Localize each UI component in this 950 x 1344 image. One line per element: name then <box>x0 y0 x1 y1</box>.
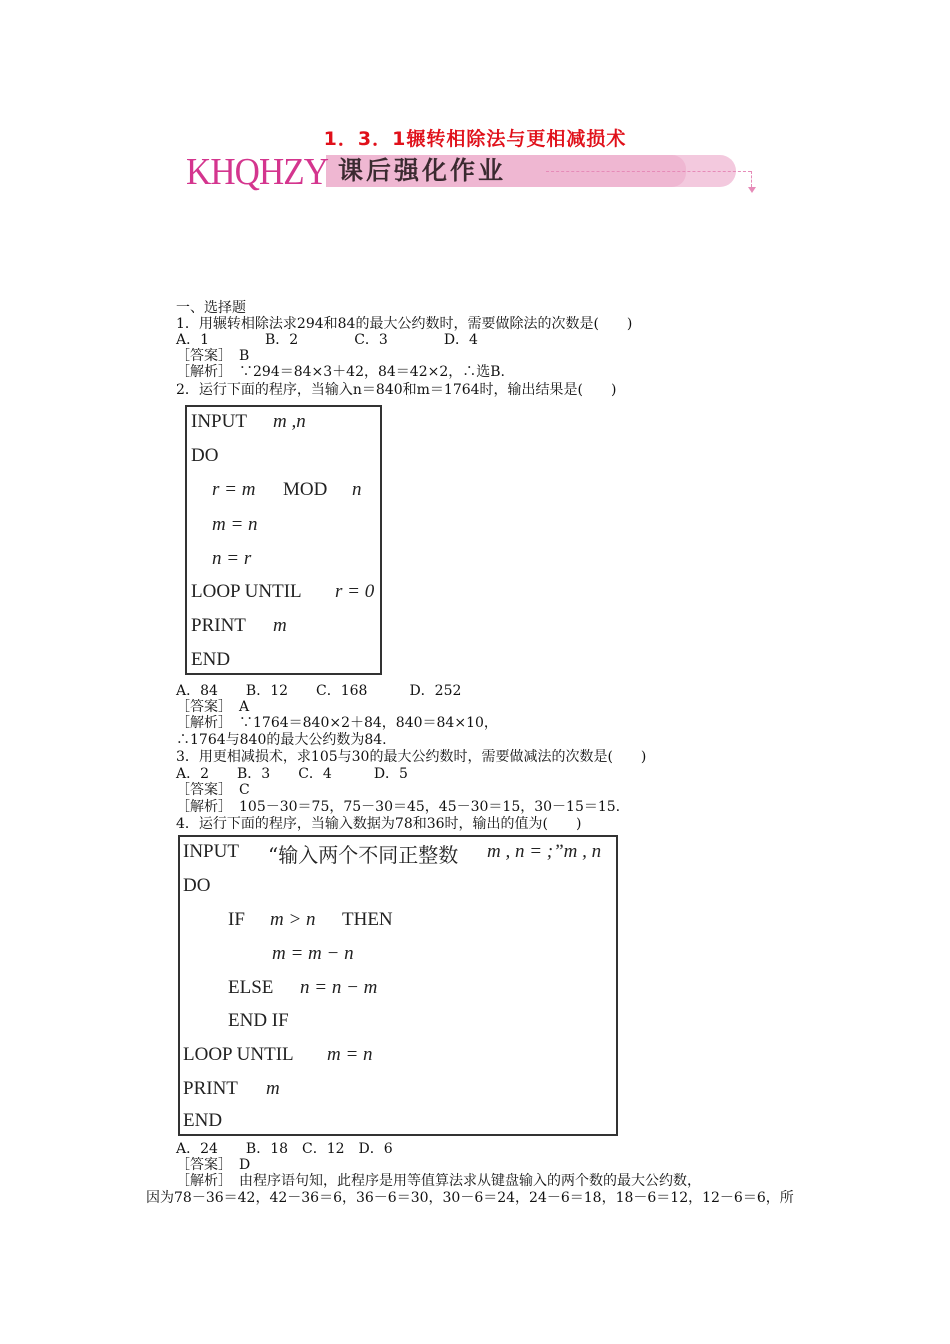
code-expr: m <box>273 615 287 636</box>
q4-code-box <box>178 835 618 1136</box>
code-keyword: PRINT <box>183 1078 238 1099</box>
q4-question: 4．运行下面的程序，当输入数据为78和36时，输出的值为( ) <box>176 816 582 832</box>
page-title: 1．3．1辗转相除法与更相减损术 <box>323 128 627 150</box>
code-keyword: LOOP UNTIL <box>191 581 302 602</box>
q3-analysis: ［解析］ 105－30＝75，75－30＝45，45－30＝15，30－15＝15. <box>176 799 621 815</box>
q2-analysis: ［解析］ ∵1764＝840×2＋84，840＝84×10， <box>176 715 498 731</box>
banner-arrow-icon <box>751 171 753 187</box>
code-keyword: MOD <box>283 479 328 500</box>
code-expr: r = m <box>212 479 256 500</box>
code-keyword: END IF <box>228 1010 289 1031</box>
section-heading: 一、选择题 <box>176 300 246 316</box>
code-expr: n = n − m <box>300 977 378 998</box>
q3-answer: ［答案］ C <box>176 782 250 798</box>
code-expr: m = m − n <box>272 943 354 964</box>
q3-question: 3．用更相减损术，求105与30的最大公约数时，需要做减法的次数是( ) <box>176 749 647 765</box>
code-expr: m > n <box>270 909 316 930</box>
code-keyword: ELSE <box>228 977 274 998</box>
code-expr: m <box>266 1078 280 1099</box>
code-expr: m ,n <box>273 411 306 432</box>
code-expr: n = r <box>212 548 252 569</box>
q1-answer: ［答案］ B <box>176 348 250 364</box>
code-keyword: END <box>183 1110 223 1131</box>
q1-analysis: ［解析］ ∵294＝84×3＋42，84＝42×2，∴选B. <box>176 364 505 380</box>
code-keyword: END <box>191 649 231 670</box>
q1-question: 1．用辗转相除法求294和84的最大公约数时，需要做除法的次数是( ) <box>176 316 633 332</box>
code-keyword: INPUT <box>183 841 239 862</box>
q2-answer: ［答案］ A <box>176 699 250 715</box>
code-keyword: DO <box>183 875 211 896</box>
code-keyword: DO <box>191 445 219 466</box>
code-keyword: PRINT <box>191 615 246 636</box>
code-expr: m = n <box>212 514 258 535</box>
q4-answer: ［答案］ D <box>176 1157 251 1173</box>
code-expr: n <box>352 479 362 500</box>
code-keyword: LOOP UNTIL <box>183 1044 294 1065</box>
code-expr: m , n = ;”m , n <box>487 841 602 862</box>
q1-options: A．1 B．2 C．3 D．4 <box>176 332 478 348</box>
section-banner <box>186 150 766 196</box>
q2-analysis-cont: ∴1764与840的最大公约数为84. <box>176 732 387 748</box>
code-string: “输入两个不同正整数 <box>268 843 459 867</box>
code-expr: m = n <box>327 1044 373 1065</box>
q2-options: A．84 B．12 C．168 D．252 <box>176 683 462 699</box>
code-keyword: IF <box>228 909 245 930</box>
q2-question: 2．运行下面的程序，当输入n＝840和m＝1764时，输出结果是( ) <box>176 382 617 398</box>
banner-subtitle: 课后强化作业 <box>338 156 507 185</box>
brand-logo-text: KHQHZY <box>186 151 329 193</box>
q4-analysis: ［解析］ 由程序语句知，此程序是用等值算法求从键盘输入的两个数的最大公约数， <box>176 1173 701 1189</box>
q2-code-box <box>185 405 382 675</box>
code-keyword: INPUT <box>191 411 247 432</box>
q3-options: A．2 B．3 C．4 D．5 <box>176 766 408 782</box>
code-keyword: THEN <box>342 909 393 930</box>
code-expr: r = 0 <box>335 581 375 602</box>
q4-analysis-cont: 因为78－36＝42，42－36＝6，36－6＝30，30－6＝24，24－6＝18，18－6＝12，12－6＝6，所 <box>146 1190 794 1206</box>
banner-dashed-line <box>546 171 751 172</box>
q4-options: A．24 B．18 C．12 D．6 <box>176 1141 393 1157</box>
